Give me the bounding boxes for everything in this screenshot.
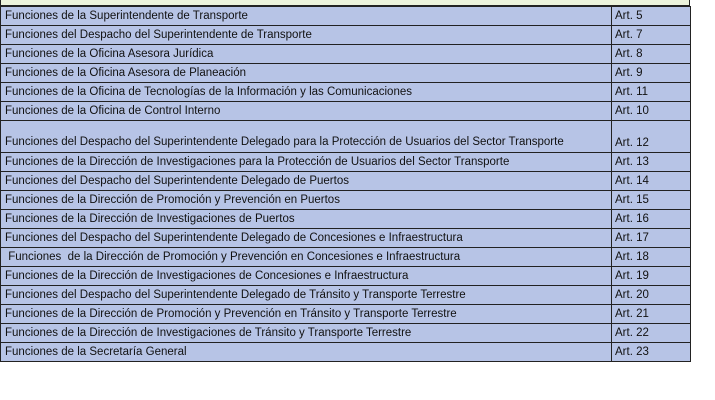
function-cell[interactable]: Funciones de la Oficina de Control Interno: [1, 102, 612, 121]
article-cell[interactable]: Art. 8: [612, 45, 691, 64]
function-cell[interactable]: Funciones del Despacho del Superintendente Delegado de Puertos: [1, 172, 612, 191]
table-row[interactable]: [1, 45, 691, 64]
table-row[interactable]: [1, 343, 691, 362]
function-cell[interactable]: Funciones del Despacho del Superintendente Delegado de Tránsito y Transporte Terrestre: [1, 286, 612, 305]
table-row[interactable]: [1, 229, 691, 248]
function-cell[interactable]: Funciones de la Secretaría General: [1, 343, 612, 362]
table-row[interactable]: [1, 102, 691, 121]
function-cell[interactable]: Funciones de la Dirección de Promoción y Prevención en Concesiones e Infraestructura: [1, 248, 612, 267]
article-cell[interactable]: Art. 13: [612, 153, 691, 172]
function-cell[interactable]: Funciones de la Superintendente de Transporte: [1, 7, 612, 26]
article-cell[interactable]: Art. 18: [612, 248, 691, 267]
function-cell[interactable]: Funciones de la Oficina de Tecnologías de la Información y las Comunicaciones: [1, 83, 612, 102]
article-cell[interactable]: Art. 10: [612, 102, 691, 121]
table-row[interactable]: [1, 305, 691, 324]
article-cell[interactable]: Art. 7: [612, 26, 691, 45]
article-cell[interactable]: Art. 20: [612, 286, 691, 305]
function-cell[interactable]: Funciones de la Dirección de Promoción y Prevención en Tránsito y Transporte Terrestre: [1, 305, 612, 324]
function-cell[interactable]: Funciones de la Dirección de Investigaciones de Concesiones e Infraestructura: [1, 267, 612, 286]
function-cell[interactable]: Funciones de la Dirección de Investigaciones de Tránsito y Transporte Terrestre: [1, 324, 612, 343]
article-cell[interactable]: Art. 9: [612, 64, 691, 83]
function-cell[interactable]: Funciones de la Dirección de Promoción y Prevención en Puertos: [1, 191, 612, 210]
table-row[interactable]: [1, 267, 691, 286]
function-cell[interactable]: Funciones de la Oficina Asesora Jurídica: [1, 45, 612, 64]
article-cell[interactable]: Art. 5: [612, 7, 691, 26]
article-cell[interactable]: Art. 23: [612, 343, 691, 362]
table-row[interactable]: [1, 64, 691, 83]
article-cell[interactable]: Art. 16: [612, 210, 691, 229]
functions-table: [0, 6, 691, 362]
table-row[interactable]: [1, 248, 691, 267]
function-cell[interactable]: Funciones de la Dirección de Investigaciones para la Protección de Usuarios del Sector Transporte: [1, 153, 612, 172]
function-cell[interactable]: Funciones del Despacho del Superintendente Delegado para la Protección de Usuarios del Sector Transporte: [1, 121, 612, 153]
article-cell[interactable]: Art. 15: [612, 191, 691, 210]
table-row[interactable]: [1, 83, 691, 102]
article-cell[interactable]: Art. 22: [612, 324, 691, 343]
function-cell[interactable]: Funciones de la Dirección de Investigaciones de Puertos: [1, 210, 612, 229]
table-row[interactable]: [1, 286, 691, 305]
table-row[interactable]: [1, 121, 691, 153]
table-row[interactable]: [1, 172, 691, 191]
table-row[interactable]: [1, 210, 691, 229]
article-cell[interactable]: Art. 11: [612, 83, 691, 102]
table-row[interactable]: [1, 7, 691, 26]
table-row[interactable]: [1, 153, 691, 172]
table-row[interactable]: [1, 26, 691, 45]
article-cell[interactable]: Art. 17: [612, 229, 691, 248]
table-row[interactable]: [1, 324, 691, 343]
function-cell[interactable]: Funciones del Despacho del Superintendente de Transporte: [1, 26, 612, 45]
table-row[interactable]: [1, 191, 691, 210]
function-cell[interactable]: Funciones de la Oficina Asesora de Planeación: [1, 64, 612, 83]
article-cell[interactable]: Art. 19: [612, 267, 691, 286]
function-cell[interactable]: Funciones del Despacho del Superintendente Delegado de Concesiones e Infraestructura: [1, 229, 612, 248]
article-cell[interactable]: Art. 21: [612, 305, 691, 324]
article-cell[interactable]: Art. 14: [612, 172, 691, 191]
article-cell[interactable]: Art. 12: [612, 121, 691, 153]
